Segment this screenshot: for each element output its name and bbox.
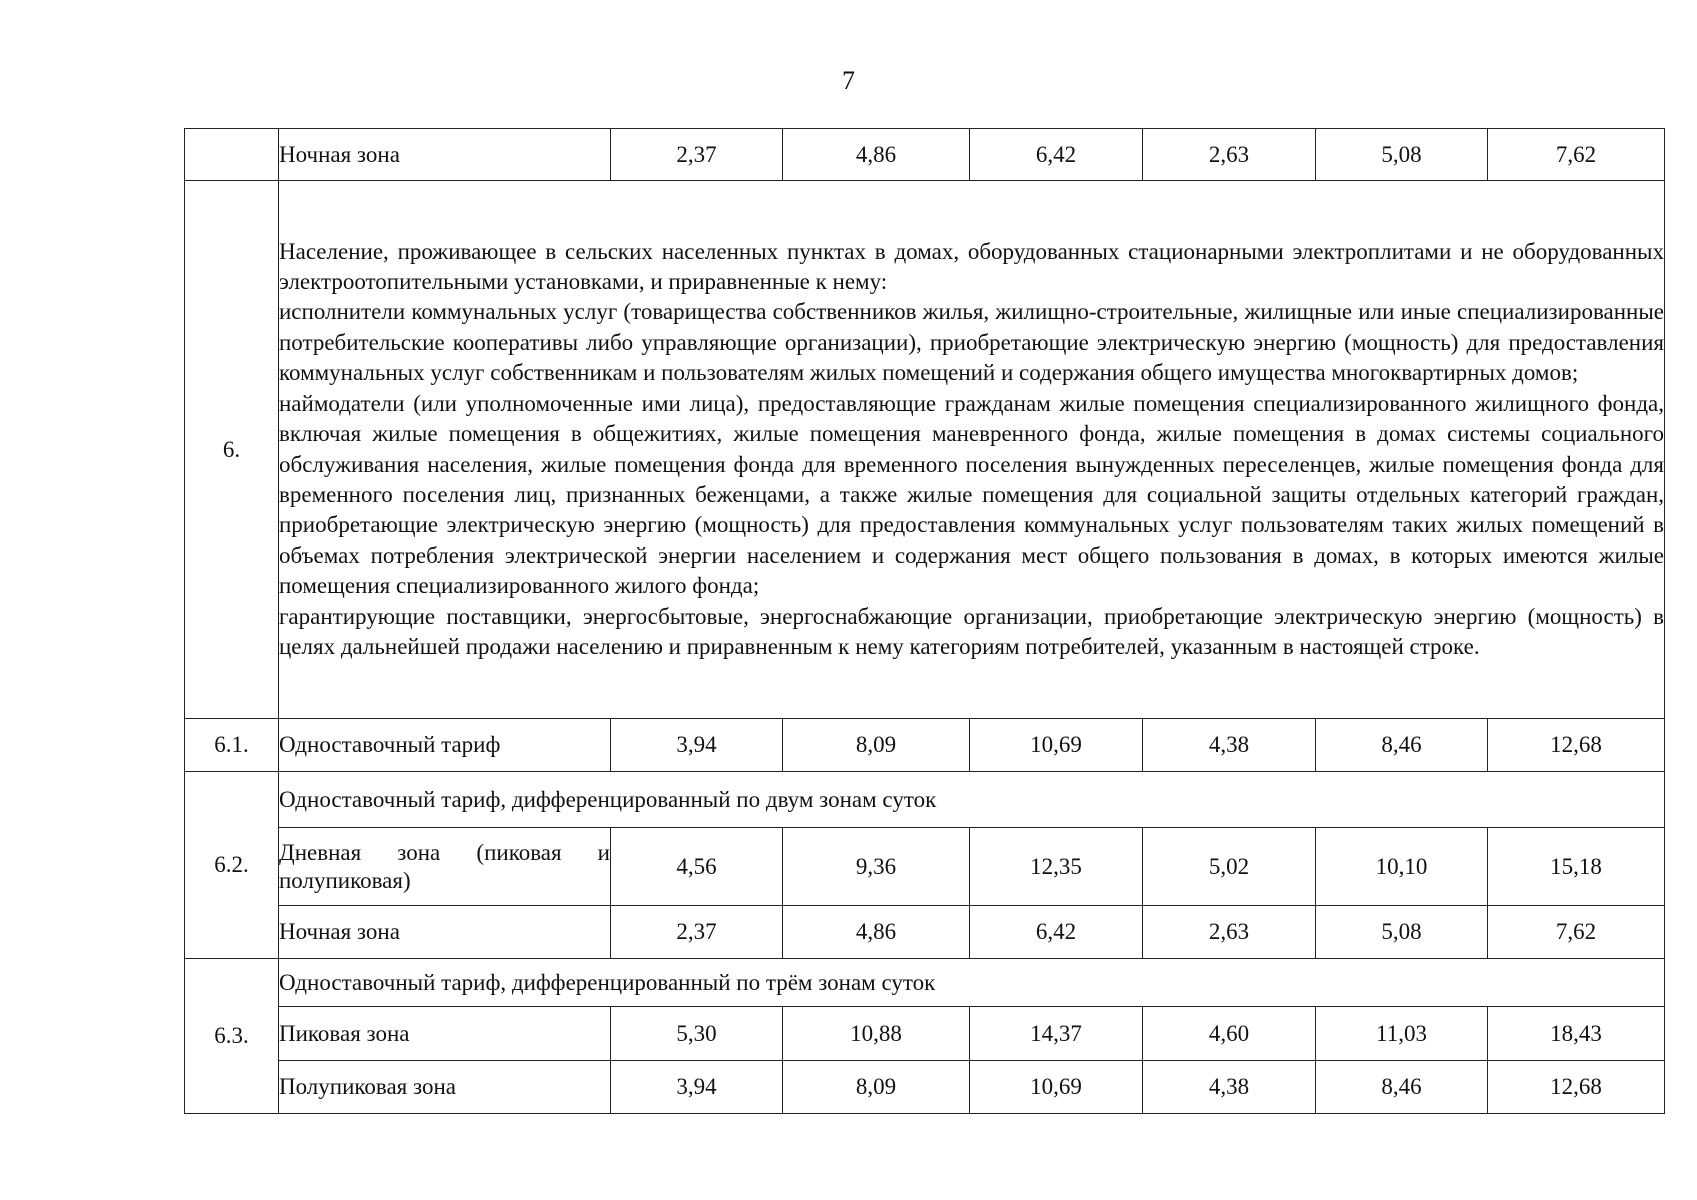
- value-cell: 10,69: [970, 1061, 1143, 1114]
- value-cell: 6,42: [970, 906, 1143, 959]
- subsection-heading: Одноставочный тариф, дифференцированный по трём зонам суток: [279, 959, 1665, 1007]
- value-cell: 6,42: [970, 129, 1143, 181]
- value-cell: 4,38: [1143, 719, 1316, 772]
- table-row: [185, 129, 1665, 181]
- value-cell: 2,37: [611, 906, 783, 959]
- value-cell: 11,03: [1316, 1007, 1488, 1061]
- value-cell: 10,10: [1316, 828, 1488, 906]
- subsection-heading: Одноставочный тариф, дифференцированный по двум зонам суток: [279, 772, 1665, 828]
- value-cell: 3,94: [611, 1061, 783, 1114]
- value-cell: 8,46: [1316, 719, 1488, 772]
- row-label: Ночная зона: [279, 906, 611, 959]
- row-number: 6.3.: [185, 959, 279, 1114]
- value-cell: 8,09: [783, 719, 970, 772]
- row-number: 6.1.: [185, 719, 279, 772]
- value-cell: 10,69: [970, 719, 1143, 772]
- table-row: [185, 906, 1665, 959]
- description-paragraph: исполнители коммунальных услуг (товарищества собственников жилья, жилищно-строительные, жилищные или иные специализированные потребительские кооперативы либо управляющие организации), приобретающие электрическую энергию (мощность) для предоставления коммунальных услуг собственникам и пользователям жилых помещений и содержания общего имущества многоквартирных домов;: [279, 299, 1664, 386]
- row-label: Одноставочный тариф: [279, 719, 611, 772]
- value-cell: 7,62: [1488, 129, 1665, 181]
- row-label: Пиковая зона: [279, 1007, 611, 1061]
- table-row: [185, 719, 1665, 772]
- value-cell: 2,37: [611, 129, 783, 181]
- value-cell: 9,36: [783, 828, 970, 906]
- value-cell: 7,62: [1488, 906, 1665, 959]
- page-number: 7: [842, 66, 855, 95]
- value-cell: 12,35: [970, 828, 1143, 906]
- value-cell: 12,68: [1488, 719, 1665, 772]
- value-cell: 5,02: [1143, 828, 1316, 906]
- row-label: Ночная зона: [279, 129, 611, 181]
- description-paragraph: Население, проживающее в сельских населенных пунктах в домах, оборудованных стационарными электроплитами и не оборудованных электроотопительными установками, и приравненные к нему:: [279, 238, 1664, 295]
- tariff-table: [184, 128, 1665, 1114]
- row-label: [279, 828, 611, 906]
- value-cell: 15,18: [1488, 828, 1665, 906]
- value-cell: 4,38: [1143, 1061, 1316, 1114]
- value-cell: 2,63: [1143, 906, 1316, 959]
- table-row: [185, 959, 1665, 1007]
- row-number: [185, 129, 279, 181]
- row-number: 6.: [185, 181, 279, 719]
- value-cell: 4,60: [1143, 1007, 1316, 1061]
- value-cell: 4,86: [783, 906, 970, 959]
- value-cell: 4,86: [783, 129, 970, 181]
- description-paragraph: гарантирующие поставщики, энергосбытовые, энергоснабжающие организации, приобретающие электрическую энергию (мощность) в целях дальнейшей продажи населению и приравненным к нему категориям потребителей, указанным в настоящей строке.: [279, 603, 1664, 659]
- description-paragraph: наймодатели (или уполномоченные ими лица), предоставляющие гражданам жилые помещения специализированного жилищного фонда, включая жилые помещения в общежитиях, жилые помещения маневренного фонда, жилые помещения в домах системы социального обслуживания населения, жилые помещения фонда для временного поселения вынужденных переселенцев, жилые помещения фонда для временного поселения лиц, признанных беженцами, а также жилые помещения для социальной защиты отдельных категорий граждан, приобретающие электрическую энергию (мощность) для предоставления коммунальных услуг пользователям таких жилых помещений в объемах потребления электрической энергии населением и содержания мест общего пользования в домах, в которых имеются жилые помещения специализированного жилого фонда;: [279, 390, 1664, 599]
- value-cell: 14,37: [970, 1007, 1143, 1061]
- table-row: [185, 1007, 1665, 1061]
- value-cell: 8,09: [783, 1061, 970, 1114]
- value-cell: 12,68: [1488, 1061, 1665, 1114]
- value-cell: 5,08: [1316, 129, 1488, 181]
- table-row: [185, 1061, 1665, 1114]
- value-cell: 3,94: [611, 719, 783, 772]
- category-description: [279, 181, 1665, 719]
- value-cell: 10,88: [783, 1007, 970, 1061]
- row-number: 6.2.: [185, 772, 279, 959]
- value-cell: 5,30: [611, 1007, 783, 1061]
- value-cell: 5,08: [1316, 906, 1488, 959]
- value-cell: 2,63: [1143, 129, 1316, 181]
- row-label-text: Дневная зона (пиковая и полупиковая): [279, 839, 610, 893]
- value-cell: 18,43: [1488, 1007, 1665, 1061]
- value-cell: 4,56: [611, 828, 783, 906]
- row-label: Полупиковая зона: [279, 1061, 611, 1114]
- table-row: [185, 181, 1665, 719]
- value-cell: 8,46: [1316, 1061, 1488, 1114]
- table-row: [185, 772, 1665, 828]
- table-row: [185, 828, 1665, 906]
